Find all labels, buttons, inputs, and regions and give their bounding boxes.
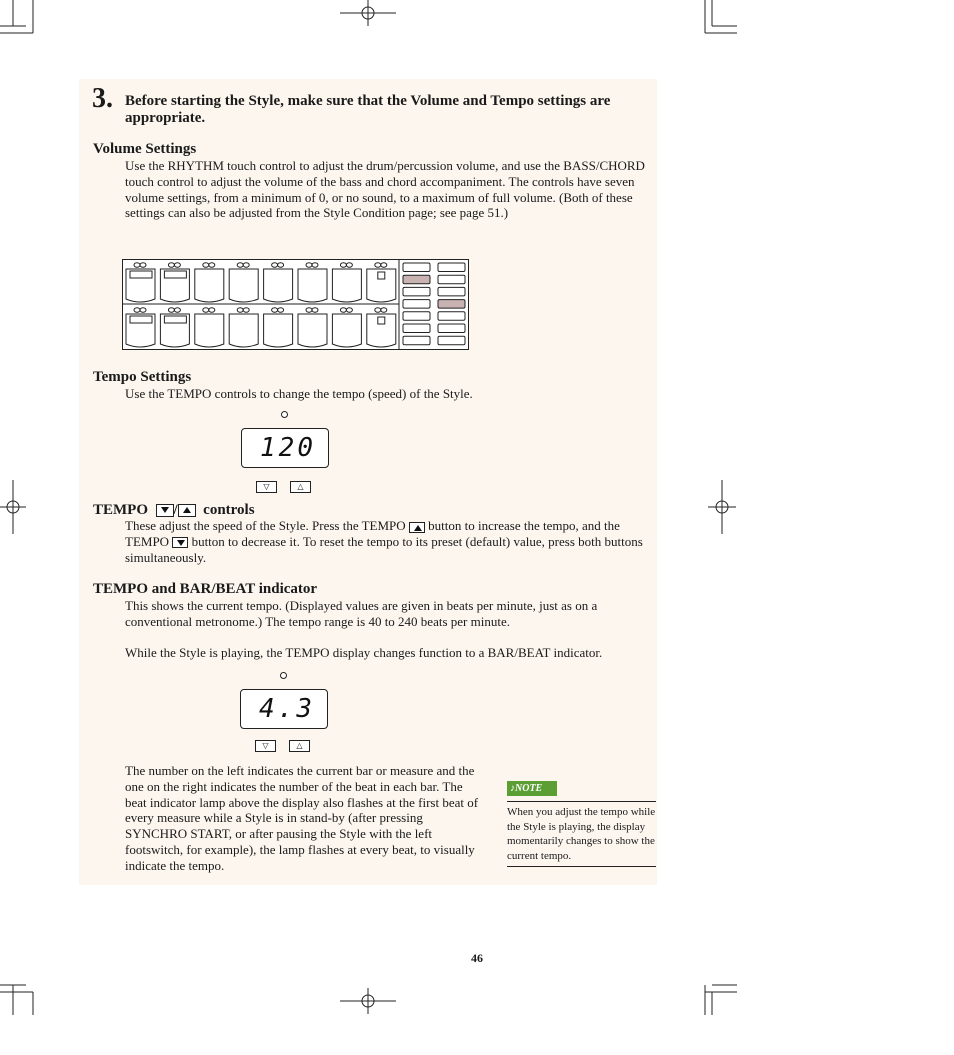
tempo-up-button[interactable] (289, 740, 310, 752)
panel-button[interactable] (403, 336, 430, 345)
panel-button[interactable] (438, 324, 465, 333)
tempo-settings-body: Use the TEMPO controls to change the tempo (speed) of the Style. (125, 386, 473, 401)
touch-pad[interactable] (367, 308, 396, 347)
tempo-down-button[interactable] (255, 740, 276, 752)
touch-pad[interactable] (332, 263, 361, 302)
note-icon: ♪ (510, 783, 515, 794)
tempo-controls-text-3: button to decrease it. To reset the tempo to its preset (default) value, press both buttons simultaneously. (125, 533, 643, 565)
panel-button[interactable] (438, 336, 465, 345)
bar-beat-display-value: 4.3 (259, 694, 315, 724)
beat-lamp (280, 672, 287, 679)
touch-pad[interactable] (229, 263, 258, 302)
down-triangle-icon: ▽ (263, 482, 270, 491)
panel-button[interactable] (403, 263, 430, 272)
touch-pad[interactable] (195, 263, 224, 302)
step-instruction: Before starting the Style, make sure that the Volume and Tempo settings are appropriate. (125, 93, 611, 126)
panel-button[interactable] (438, 287, 465, 296)
indicator-body-1: This shows the current tempo. (Displayed values are given in beats per minute, just as on a conventional metronome.) The tempo range is 40 to 240 beats per minute. (125, 598, 598, 629)
tempo-display (241, 428, 329, 468)
up-triangle-icon: △ (296, 741, 303, 750)
note-rule-bottom (507, 866, 656, 867)
touch-pad[interactable] (298, 308, 327, 347)
touch-pad[interactable] (126, 308, 155, 347)
touch-pad[interactable] (160, 263, 189, 302)
touch-pad[interactable] (264, 263, 293, 302)
tempo-controls-heading-post: controls (203, 502, 255, 518)
indicator-body-2: While the Style is playing, the TEMPO display changes function to a BAR/BEAT indicator. (125, 645, 603, 660)
indicator-heading: TEMPO and BAR/BEAT indicator (93, 581, 318, 597)
page-number: 46 (471, 951, 483, 965)
beat-lamp (281, 411, 288, 418)
tempo-up-button[interactable] (290, 481, 311, 493)
tempo-controls-text-2: button to increase the tempo, and the TEMPO (125, 518, 620, 549)
tempo-controls-heading (93, 501, 255, 519)
note-rule-top (507, 801, 656, 802)
touch-pad[interactable] (367, 263, 396, 302)
tempo-controls-text-1: These adjust the speed of the Style. Press the TEMPO (125, 518, 406, 533)
tempo-display-value: 120 (260, 433, 316, 463)
up-triangle-icon: △ (297, 482, 304, 491)
volume-body: Use the RHYTHM touch control to adjust the drum/percussion volume, and use the BASS/CHORD touch control to adjust the volume of the bass and chord accompaniment. The controls have seven volume settings, from a minimum of 0, or no sound, to a maximum of full volume. (Both of these settings can also be adjusted from the Style Condition page; see page 51.) (125, 158, 645, 221)
tempo-controls-heading-pre: TEMPO (93, 502, 148, 518)
note-text: When you adjust the tempo while the Style is playing, the display momentarily changes to show the current tempo. (507, 806, 656, 863)
touch-pad[interactable] (332, 308, 361, 347)
touch-pad[interactable] (229, 308, 258, 347)
note-badge-label: NOTE (515, 783, 543, 794)
down-triangle-icon: ▽ (262, 741, 269, 750)
down-triangle-icon (172, 537, 188, 548)
panel-button[interactable] (438, 312, 465, 321)
panel-button[interactable] (403, 312, 430, 321)
step-number: 3. (92, 83, 113, 114)
note-badge (507, 781, 557, 796)
touch-pad[interactable] (298, 263, 327, 302)
panel-button[interactable] (438, 263, 465, 272)
panel-button[interactable] (403, 287, 430, 296)
touch-pad[interactable] (160, 308, 189, 347)
panel-button[interactable] (438, 275, 465, 284)
touch-pad[interactable] (195, 308, 224, 347)
volume-heading: Volume Settings (93, 141, 197, 157)
down-triangle-icon (156, 504, 174, 517)
panel-button[interactable] (403, 300, 430, 309)
panel-button[interactable] (403, 275, 430, 284)
heading-separator: / (173, 502, 178, 518)
panel-button[interactable] (438, 300, 465, 309)
tempo-controls-body (125, 518, 653, 565)
touch-pad[interactable] (126, 263, 155, 302)
up-triangle-icon (409, 522, 425, 533)
bar-beat-display (240, 689, 328, 729)
tempo-down-button[interactable] (256, 481, 277, 493)
indicator-body-3: The number on the left indicates the current bar or measure and the one on the right indicates the number of the beat in each bar. The beat indicator lamp above the display also flashes at the first beat of every measure while a Style is in stand-by (after pressing SYNCHRO START, or after pausing the Style with the left footswitch, for example), the lamp flashes at every beat, to visually indicate the tempo. (125, 763, 479, 873)
touch-pad[interactable] (264, 308, 293, 347)
panel-button[interactable] (403, 324, 430, 333)
touch-control-panel-illustration (122, 259, 470, 351)
up-triangle-icon (178, 504, 196, 517)
tempo-settings-heading: Tempo Settings (93, 369, 192, 385)
